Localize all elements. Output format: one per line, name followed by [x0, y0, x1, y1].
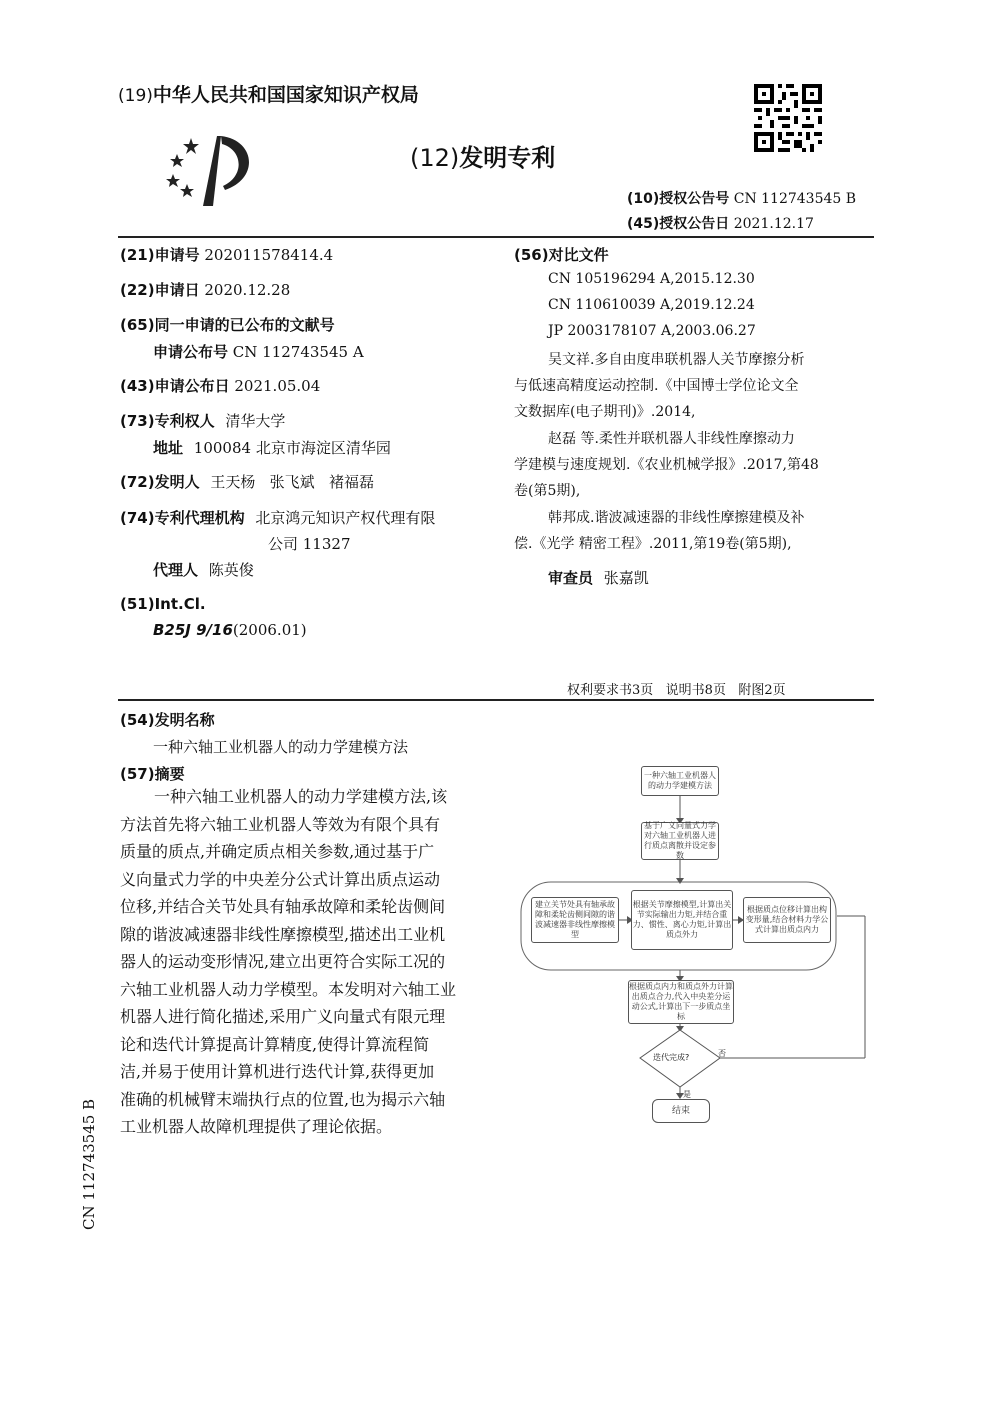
ref-item: JP 2003178107 A,2003.06.27 [548, 323, 756, 339]
ipc-class: B25J 9/16 [153, 621, 233, 639]
abstract-text [120, 783, 490, 1141]
address-label: 地址 [153, 439, 184, 457]
abstract-line: 义向量式力学的中央差分公式计算出质点运动 [120, 869, 441, 889]
invention-title: 一种六轴工业机器人的动力学建模方法 [153, 738, 409, 756]
literature-line: 赵磊 等.柔性并联机器人非线性摩擦动力 [548, 431, 795, 447]
abstract-line: 隙的谐波减速器非线性摩擦模型,描述出工业机 [120, 924, 446, 944]
literature-line: 偿.《光学 精密工程》.2011,第19卷(第5期), [514, 536, 792, 552]
literature-line: 文数据库(电子期刊)》.2014, [514, 404, 696, 420]
pub-date: 2021.12.17 [733, 216, 814, 232]
logo-road [203, 136, 221, 206]
logo-star-2 [170, 154, 184, 167]
inventors: 王天杨 张飞斌 褚福磊 [210, 473, 374, 491]
pub-no-line [627, 188, 856, 208]
ipc-row [153, 621, 307, 639]
logo-star-1 [183, 138, 199, 154]
flow-no-label: 否 [718, 1049, 726, 1058]
agency-row [120, 507, 435, 528]
abstract-line: 六轴工业机器人动力学模型。本发明对六轴工业 [120, 979, 457, 999]
logo-star-3 [166, 174, 180, 187]
app-pub-date-label: (43)申请公布日 [120, 377, 230, 395]
flow-start-box: 一种六轴工业机器人的动力学建模方法 [641, 766, 719, 796]
app-pub-date: 2021.05.04 [234, 377, 321, 395]
abstract-line: 方法首先将六轴工业机器人等效为有限个具有 [120, 814, 441, 834]
logo-star-4 [180, 184, 194, 197]
literature-line: 卷(第5期), [514, 483, 581, 499]
ref-item: CN 105196294 A,2015.12.30 [548, 271, 755, 287]
doc-type: 发明专利 [459, 144, 556, 172]
abstract-line: 洁,并易于使用计算机进行迭代计算,获得更加 [120, 1062, 435, 1081]
address-row [153, 437, 391, 458]
prior-pub-no: CN 112743545 A [232, 343, 364, 361]
app-date-row [120, 279, 290, 300]
agent-row [153, 559, 254, 580]
flow-decision-label: 迭代完成? [653, 1053, 690, 1062]
flow-friction-box: 建立关节处具有轴承故障和柔轮齿侧间隙的谐波减速器非线性摩擦模型 [531, 897, 619, 943]
abstract-line: 器人的运动变形情况,建立出更符合实际工况的 [120, 952, 446, 971]
abstract-line: 位移,并结合关节处具有轴承故障和柔轮齿侧间 [120, 897, 446, 916]
abstract-line: 质量的质点,并确定质点相关参数,通过基于广 [120, 842, 435, 861]
flow-step3-box: 根据质点内力和质点外力计算出质点合力,代入中央差分运动公式,计算出下一步质点坐标 [628, 980, 734, 1024]
examiner-row [548, 567, 649, 588]
abstract-line: 论和迭代计算提高计算精度,使得计算流程简 [120, 1034, 430, 1054]
flow-torque-box: 根据关节摩擦模型,计算出关节实际输出力矩,并结合重力、惯性、离心力矩,计算出质点外力 [631, 890, 733, 950]
owner: 清华大学 [225, 412, 286, 430]
flow-step1-box: 基于广义向量式力学对六轴工业机器人进行质点离散并设定参数 [641, 822, 719, 860]
flow-internal-force-box: 根据质点位移计算出构变形量,结合材料力学公式计算出质点内力 [743, 897, 831, 943]
cnipa-logo [165, 128, 265, 208]
literature-line: 韩邦成.谐波减速器的非线性摩擦建模及补 [548, 510, 805, 526]
agency-label: (74)专利代理机构 [120, 509, 245, 527]
ref-item: CN 110610039 A,2019.12.24 [548, 297, 755, 313]
flow-yes-label: 是 [683, 1090, 691, 1099]
owner-label: (73)专利权人 [120, 412, 215, 430]
pub-date-label: (45)授权公告日 [627, 216, 730, 232]
agency-line2: 公司 11327 [268, 535, 351, 553]
ipc-year: (2006.01) [232, 621, 307, 639]
app-pub-date-row [120, 375, 320, 396]
prior-doc-label: (65)同一申请的已公布的文献号 [120, 316, 335, 334]
section-rule [118, 699, 874, 701]
app-no-row [120, 244, 333, 265]
inventor-row [120, 471, 374, 492]
app-date-label: (22)申请日 [120, 281, 200, 299]
inventor-label: (72)发明人 [120, 473, 200, 491]
abstract-label: (57)摘要 [120, 765, 185, 783]
app-date: 2020.12.28 [204, 281, 291, 299]
pub-no: CN 112743545 B [733, 191, 857, 207]
logo-swoosh [221, 136, 249, 190]
prior-pub-label: 申请公布号 [153, 343, 229, 361]
literature-line: 学建模与速度规划.《农业机械学报》.2017,第48 [514, 457, 819, 473]
pub-date-line [627, 213, 814, 233]
refs-label: (56)对比文件 [514, 246, 609, 264]
ipc-label: (51)Int.Cl. [120, 595, 206, 613]
app-no: 202011578414.4 [204, 246, 334, 264]
office-code: (19) [118, 86, 153, 106]
pages-info: 权利要求书3页 说明书8页 附图2页 [567, 683, 786, 698]
prior-pub-row [153, 341, 364, 362]
examiner: 张嘉凯 [603, 569, 649, 587]
abstract-line: 工业机器人故障机理提供了理论依据。 [120, 1117, 393, 1136]
office-name: 中华人民共和国国家知识产权局 [152, 84, 419, 106]
app-no-label: (21)申请号 [120, 246, 200, 264]
agency-line1: 北京鸿元知识产权代理有限 [255, 509, 436, 527]
agent: 陈英俊 [208, 561, 254, 579]
address: 100084 北京市海淀区清华园 [193, 439, 391, 457]
doc-type-line [410, 138, 555, 173]
doc-type-code: (12) [410, 144, 460, 172]
pub-no-label: (10)授权公告号 [627, 191, 730, 207]
abstract-line: 一种六轴工业机器人的动力学建模方法,该 [154, 787, 448, 806]
abstract-line: 机器人进行简化描述,采用广义向量式有限元理 [120, 1007, 446, 1026]
examiner-label: 审查员 [548, 569, 594, 587]
literature-line: 与低速高精度运动控制.《中国博士学位论文全 [514, 378, 799, 394]
agent-label: 代理人 [153, 561, 199, 579]
abstract-line: 准确的机械臂末端执行点的位置,也为揭示六轴 [120, 1089, 446, 1109]
literature-line: 吴文祥.多自由度串联机器人关节摩擦分析 [548, 352, 805, 368]
qr-code [754, 84, 822, 152]
title-label: (54)发明名称 [120, 711, 215, 729]
owner-row [120, 410, 285, 431]
header-rule [118, 236, 874, 238]
side-pub-number: CN 112743545 B [80, 1098, 98, 1230]
office-line [118, 80, 419, 107]
flow-end-box: 结束 [652, 1099, 710, 1123]
